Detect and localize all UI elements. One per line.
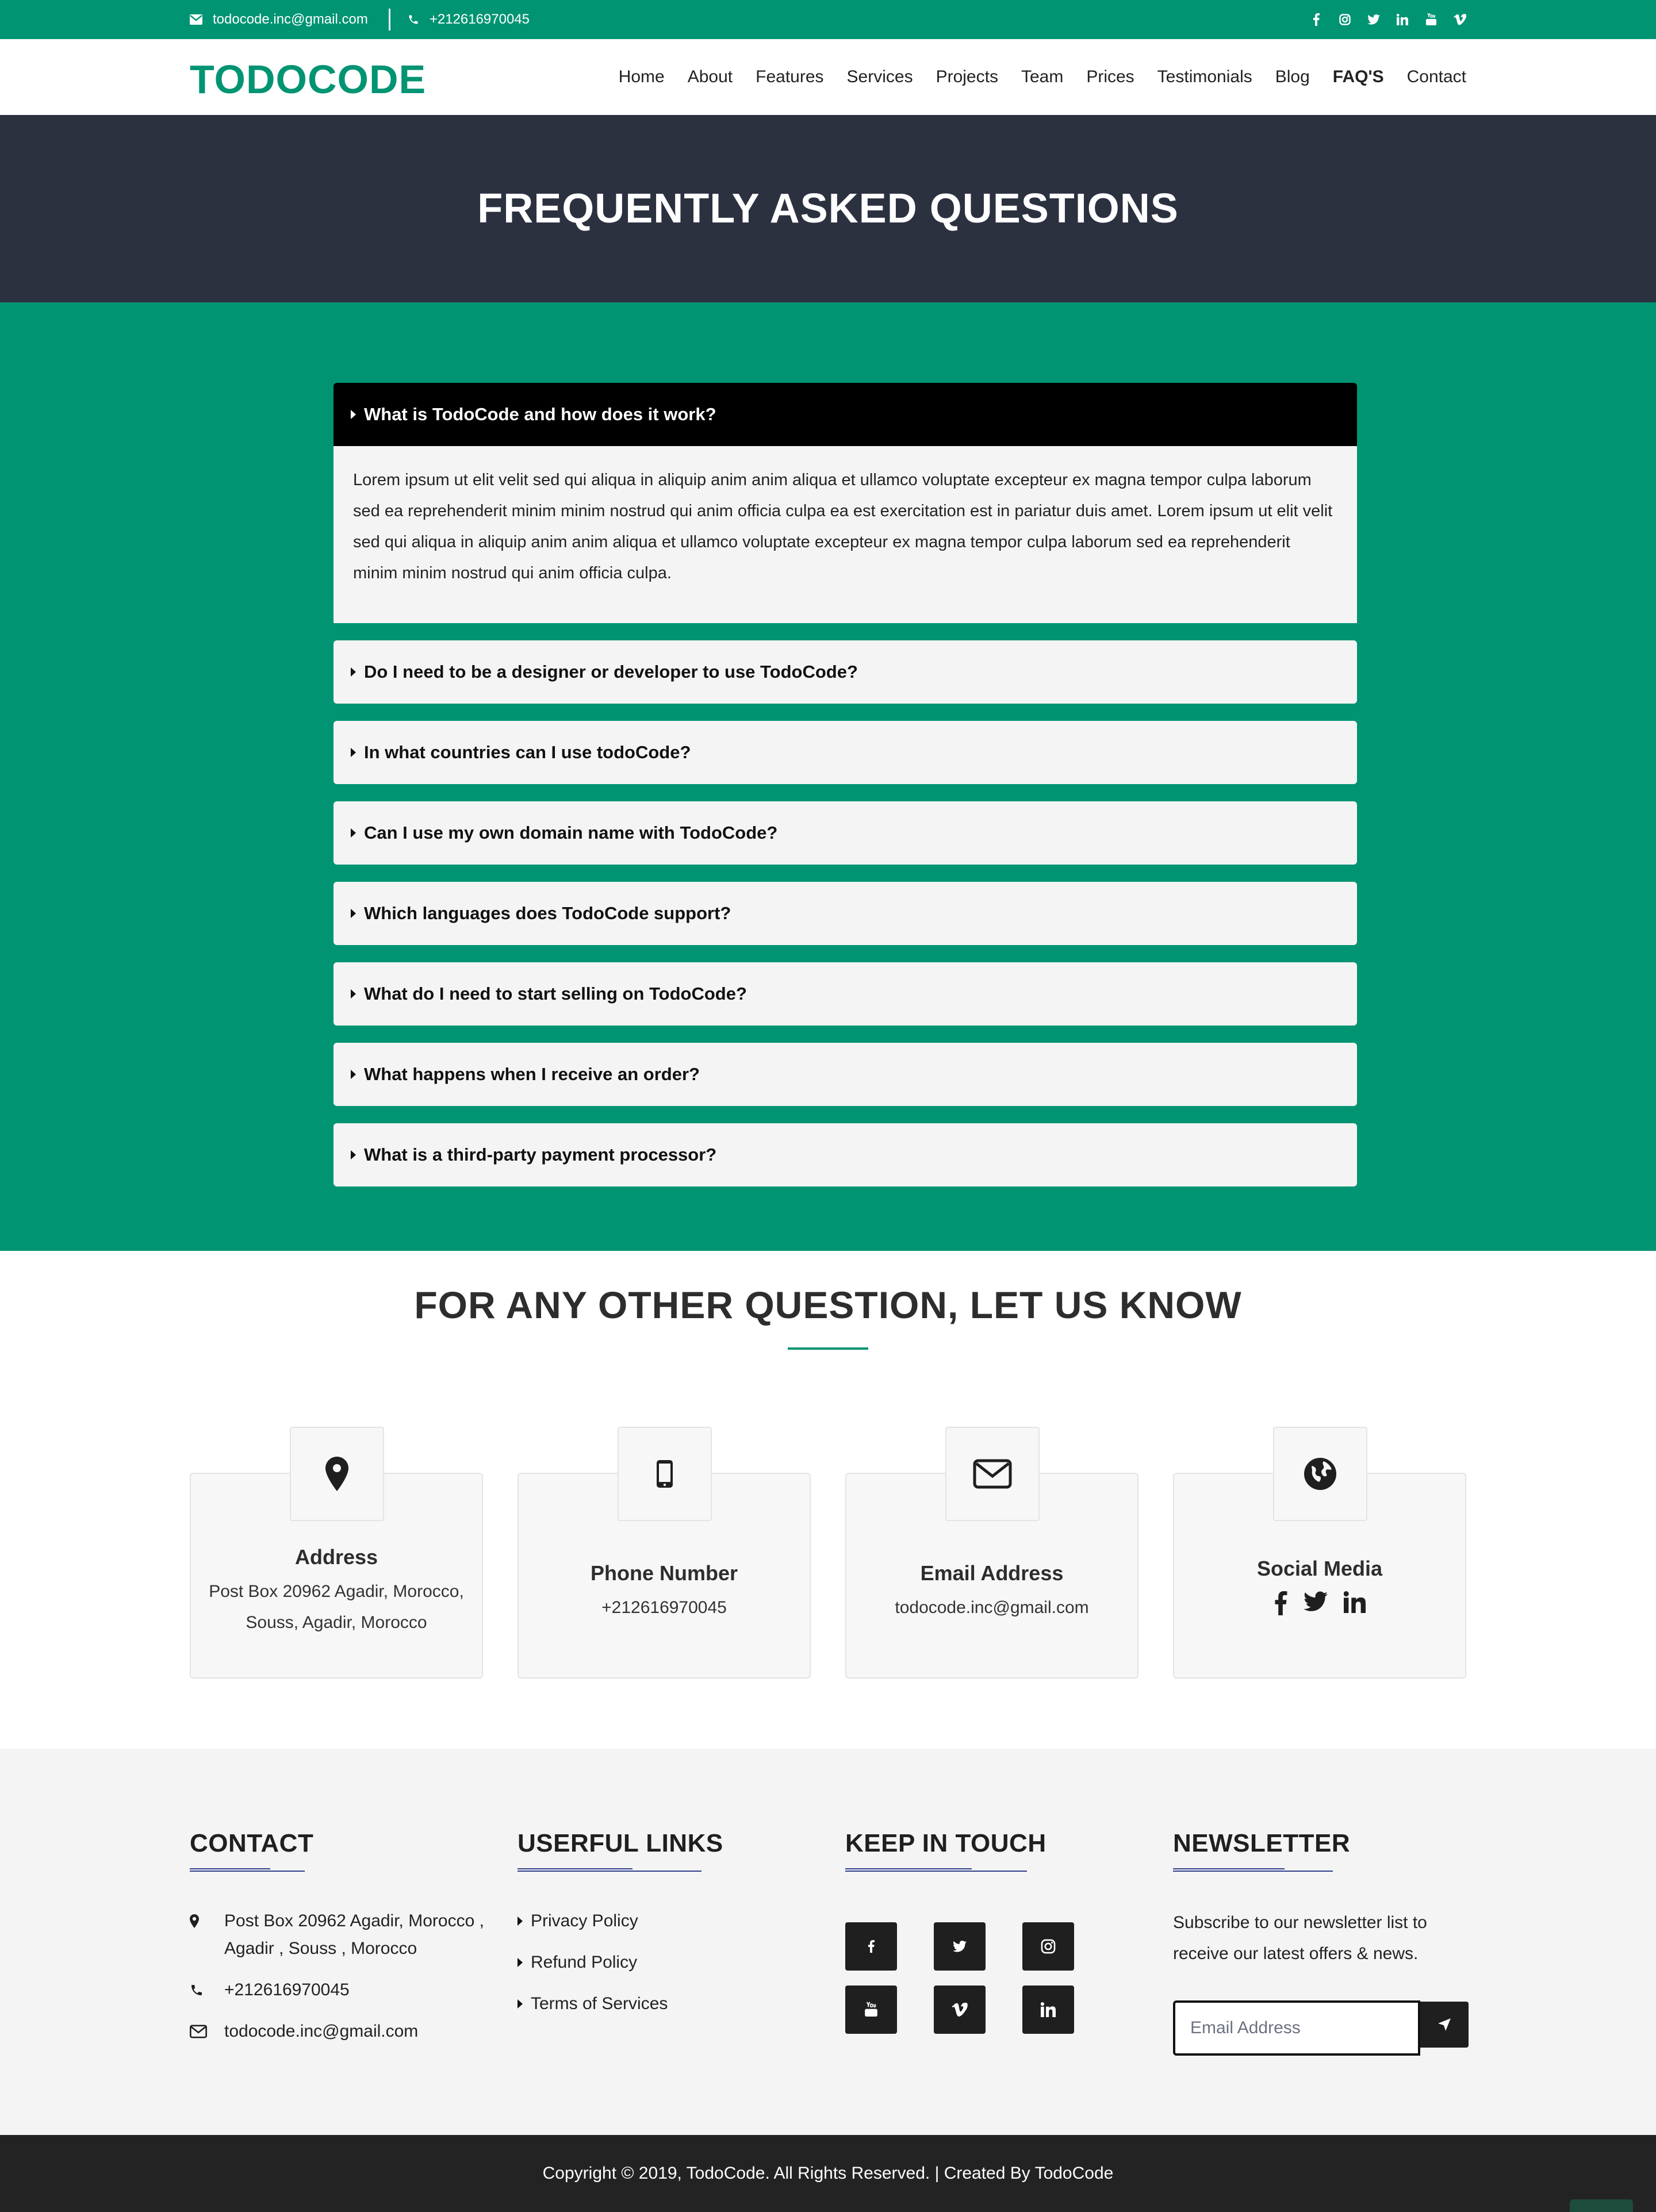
section-title: FOR ANY OTHER QUESTION, LET US KNOW bbox=[414, 1284, 1242, 1326]
youtube-icon[interactable] bbox=[1425, 13, 1438, 26]
top-separator bbox=[389, 9, 390, 30]
page-title: FREQUENTLY ASKED QUESTIONS bbox=[477, 186, 1179, 232]
caret-right-icon bbox=[351, 667, 356, 677]
card-text: Post Box 20962 Agadir, Morocco, bbox=[209, 1582, 464, 1601]
top-bar bbox=[0, 0, 1656, 39]
copyright-text: Copyright © 2019, TodoCode. All Rights Reserved. | Created By TodoCode bbox=[542, 2164, 1114, 2183]
twitter-icon[interactable] bbox=[1367, 13, 1380, 26]
nav-contact[interactable]: Contact bbox=[1406, 67, 1466, 86]
heading-underline bbox=[1173, 1868, 1472, 1872]
faq-question-text: In what countries can I use todoCode? bbox=[364, 742, 691, 762]
nav-services[interactable]: Services bbox=[846, 67, 913, 86]
faq-question[interactable] bbox=[334, 1043, 1357, 1106]
address-card bbox=[190, 1473, 483, 1679]
newsletter-form bbox=[1173, 2000, 1472, 2056]
footer-heading: CONTACT bbox=[190, 1829, 314, 1857]
facebook-button[interactable] bbox=[845, 1922, 897, 1971]
instagram-icon[interactable] bbox=[1339, 13, 1351, 26]
faq-question-text: Which languages does TodoCode support? bbox=[364, 903, 731, 923]
email-card bbox=[845, 1473, 1138, 1679]
footer-link-refund[interactable] bbox=[518, 1949, 723, 1976]
nav-features[interactable]: Features bbox=[756, 67, 824, 86]
footer bbox=[0, 1749, 1656, 2135]
twitter-button[interactable] bbox=[934, 1922, 986, 1971]
top-phone[interactable] bbox=[408, 11, 530, 28]
faq-question-text: What happens when I receive an order? bbox=[364, 1064, 700, 1084]
footer-link-privacy[interactable] bbox=[518, 1907, 723, 1935]
footer-links bbox=[518, 1829, 723, 2031]
caret-right-icon bbox=[351, 1070, 356, 1079]
footer-newsletter bbox=[1173, 1829, 1472, 2056]
heading-underline bbox=[845, 1868, 1074, 1872]
newsletter-email-input[interactable] bbox=[1173, 2000, 1420, 2056]
footer-phone[interactable] bbox=[190, 1976, 484, 2004]
card-title: Email Address bbox=[920, 1561, 1064, 1585]
linkedin-button[interactable] bbox=[1022, 1986, 1074, 2034]
nav-testimonials[interactable]: Testimonials bbox=[1157, 67, 1252, 86]
faq-question[interactable] bbox=[334, 882, 1357, 945]
footer-email[interactable] bbox=[190, 2018, 484, 2045]
twitter-icon bbox=[953, 1941, 967, 1952]
email-icon-box bbox=[945, 1427, 1040, 1521]
faq-question[interactable] bbox=[334, 1123, 1357, 1186]
faq-question-text: What do I need to start selling on TodoCode? bbox=[364, 984, 747, 1004]
nav-prices[interactable]: Prices bbox=[1086, 67, 1134, 86]
faq-question[interactable] bbox=[334, 383, 1357, 446]
faq-question[interactable] bbox=[334, 640, 1357, 704]
faq-question-text: Do I need to be a designer or developer to use TodoCode? bbox=[364, 662, 858, 682]
logo[interactable]: TODOCODE bbox=[190, 57, 427, 102]
copyright-bar bbox=[0, 2135, 1656, 2212]
card-text: +212616970045 bbox=[601, 1598, 727, 1617]
instagram-icon bbox=[1041, 1939, 1056, 1954]
address-icon-box bbox=[290, 1427, 384, 1521]
footer-link-label: Privacy Policy bbox=[531, 1911, 638, 1930]
faq-accordion bbox=[334, 383, 1357, 1204]
footer-keep-in-touch bbox=[845, 1829, 1074, 2034]
footer-link-label: Terms of Services bbox=[531, 1994, 668, 2013]
linkedin-icon[interactable] bbox=[1396, 13, 1409, 26]
vimeo-button[interactable] bbox=[934, 1986, 986, 2034]
linkedin-icon[interactable] bbox=[1344, 1591, 1366, 1613]
faq-item bbox=[334, 383, 1357, 623]
nav-team[interactable]: Team bbox=[1021, 67, 1064, 86]
faq-question-text: What is a third-party payment processor? bbox=[364, 1145, 717, 1165]
card-title: Address bbox=[294, 1545, 378, 1569]
footer-heading: KEEP IN TOUCH bbox=[845, 1829, 1046, 1857]
back-to-top-button[interactable] bbox=[1570, 2199, 1633, 2212]
vimeo-icon[interactable] bbox=[1454, 13, 1466, 26]
faq-answer: Lorem ipsum ut elit velit sed qui aliqua in aliquip anim anim aliqua et ullamco voluptate excepteur ex magna tempor culpa laborum sed ea reprehenderit minim minim nostrud qui anim officia culpa ea est exercitation est in pariatur duis amet. Lorem ipsum ut elit velit sed qui aliqua in aliquip anim anim aliqua et ullamco voluptate excepteur ex magna tempor culpa laborum sed ea reprehenderit minim minim nostrud qui anim officia culpa. bbox=[334, 446, 1357, 623]
nav-about[interactable]: About bbox=[687, 67, 733, 86]
social-card bbox=[1173, 1473, 1466, 1679]
footer-heading: USERFUL LINKS bbox=[518, 1829, 723, 1857]
card-text: todocode.inc@gmail.com bbox=[895, 1598, 1089, 1617]
main-nav bbox=[619, 39, 1466, 115]
youtube-button[interactable] bbox=[845, 1986, 897, 2034]
phone-icon-box bbox=[618, 1427, 712, 1521]
caret-right-icon bbox=[518, 1958, 523, 1967]
page-banner bbox=[0, 115, 1656, 302]
phone-icon bbox=[408, 14, 419, 25]
top-phone-text: +212616970045 bbox=[429, 11, 530, 27]
footer-address-line: Agadir , Souss , Morocco bbox=[224, 1939, 417, 1958]
top-social-links bbox=[1310, 0, 1466, 39]
phone-card bbox=[518, 1473, 811, 1679]
card-title: Social Media bbox=[1256, 1557, 1383, 1580]
nav-blog[interactable]: Blog bbox=[1275, 67, 1310, 86]
globe-icon bbox=[1304, 1458, 1336, 1490]
faq-question[interactable] bbox=[334, 721, 1357, 784]
faq-question-text: Can I use my own domain name with TodoCode? bbox=[364, 823, 778, 843]
social-icon-box bbox=[1273, 1427, 1367, 1521]
newsletter-text: Subscribe to our newsletter list to receive our latest offers & news. bbox=[1173, 1913, 1427, 1963]
newsletter-submit-button[interactable] bbox=[1420, 2002, 1469, 2048]
footer-phone-text: +212616970045 bbox=[224, 1980, 350, 1999]
top-contact bbox=[190, 0, 530, 39]
caret-right-icon bbox=[518, 1917, 523, 1926]
envelope-icon bbox=[190, 14, 202, 25]
heading-underline bbox=[190, 1868, 484, 1872]
card-text: Souss, Agadir, Morocco bbox=[246, 1613, 427, 1632]
facebook-icon[interactable] bbox=[1310, 13, 1322, 26]
caret-right-icon bbox=[351, 748, 356, 757]
map-marker-icon bbox=[190, 1914, 199, 1928]
caret-right-icon bbox=[351, 410, 356, 419]
navbar bbox=[0, 39, 1656, 115]
footer-link-label: Refund Policy bbox=[531, 1953, 638, 1972]
envelope-icon bbox=[190, 2025, 207, 2038]
heading-underline bbox=[518, 1868, 723, 1872]
nav-projects[interactable]: Projects bbox=[936, 67, 998, 86]
top-email-text: todocode.inc@gmail.com bbox=[213, 11, 368, 27]
footer-email-text: todocode.inc@gmail.com bbox=[224, 2022, 419, 2041]
footer-contact bbox=[190, 1829, 484, 2059]
facebook-icon bbox=[868, 1940, 875, 1953]
contact-section bbox=[0, 1251, 1656, 1749]
caret-right-icon bbox=[351, 828, 356, 838]
top-email[interactable] bbox=[190, 11, 368, 28]
instagram-button[interactable] bbox=[1022, 1922, 1074, 1971]
vimeo-icon bbox=[952, 2003, 968, 2017]
youtube-icon bbox=[864, 2002, 878, 2018]
paper-plane-icon bbox=[1437, 2017, 1452, 2032]
caret-right-icon bbox=[351, 909, 356, 918]
footer-address bbox=[190, 1907, 484, 1963]
footer-social-grid bbox=[845, 1922, 1074, 2034]
faq-question-text: What is TodoCode and how does it work? bbox=[364, 404, 716, 424]
faq-section bbox=[0, 302, 1656, 1251]
twitter-icon[interactable] bbox=[1304, 1591, 1328, 1612]
envelope-icon bbox=[973, 1459, 1012, 1489]
title-underline bbox=[788, 1347, 868, 1350]
footer-links-list bbox=[518, 1907, 723, 2018]
footer-heading: NEWSLETTER bbox=[1173, 1829, 1351, 1857]
card-social-links bbox=[1174, 1591, 1465, 1615]
mobile-icon bbox=[657, 1460, 673, 1488]
linkedin-icon bbox=[1041, 2002, 1056, 2017]
nav-home[interactable]: Home bbox=[618, 67, 665, 86]
card-title: Phone Number bbox=[590, 1561, 738, 1585]
footer-address-line: Post Box 20962 Agadir, Morocco , bbox=[224, 1911, 484, 1930]
caret-right-icon bbox=[351, 1150, 356, 1159]
phone-icon bbox=[190, 1983, 204, 1997]
nav-faqs[interactable]: FAQ'S bbox=[1332, 67, 1384, 86]
footer-link-terms[interactable] bbox=[518, 1990, 723, 2018]
map-marker-icon bbox=[325, 1457, 348, 1491]
faq-question[interactable] bbox=[334, 962, 1357, 1026]
footer-contact-list bbox=[190, 1907, 484, 2045]
faq-question[interactable] bbox=[334, 801, 1357, 865]
caret-right-icon bbox=[518, 1999, 523, 2009]
facebook-icon[interactable] bbox=[1274, 1591, 1287, 1615]
caret-right-icon bbox=[351, 989, 356, 999]
